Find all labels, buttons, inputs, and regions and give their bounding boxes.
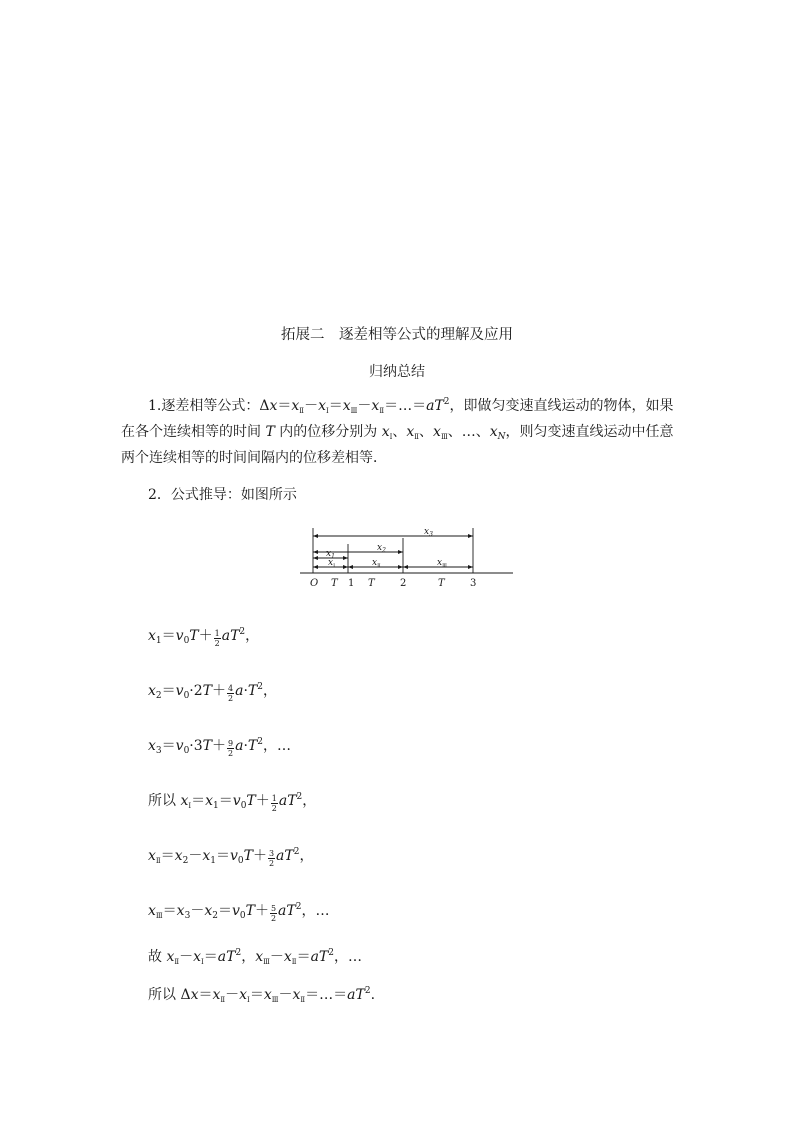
axis-label-T3: T bbox=[438, 578, 445, 589]
axis-label-T1: T bbox=[331, 578, 338, 589]
formula-label: 1.逐差相等公式： bbox=[148, 398, 260, 414]
axis-label-1: 1 bbox=[348, 578, 355, 589]
equation-x3: $x_3=v_0\cdot 3T+$ $\frac{9}{2}$ $a\cdot T^2$，… bbox=[148, 737, 291, 758]
equation-x1: $x_1=v_0T+$ $\frac{1}{2}$ $aT^2$， bbox=[148, 627, 260, 648]
label-xI: $x_Ⅰ$ bbox=[328, 558, 336, 569]
axis-label-O: O bbox=[310, 578, 319, 589]
equation-xII: $x_Ⅱ=x_2-x_1=v_0T+$ $\frac{3}{2}$ $aT^2$， bbox=[148, 847, 314, 868]
label-xII: $x_Ⅱ$ bbox=[372, 558, 381, 569]
equation-conclusion: 所以 $\Delta x=x_Ⅱ-x_Ⅰ=x_Ⅲ-x_Ⅱ=\dots=aT^2$. bbox=[148, 986, 376, 1004]
label-x1: $x_1$ bbox=[326, 549, 335, 560]
equation-xI: 所以 $x_Ⅰ=x_1=v_0T+$ $\frac{1}{2}$ $aT^2$， bbox=[148, 792, 317, 813]
displacement-diagram bbox=[300, 524, 520, 590]
label-x2: $x_2$ bbox=[377, 543, 386, 554]
section-subtitle: 归纳总结 bbox=[369, 364, 425, 380]
paragraph-formula-line2: 在各个连续相等的时间 T 内的位移分别为 $x_Ⅰ$、$x_Ⅱ$、$x_Ⅲ$、…、$x_N$，则匀变速直线运动中任意 bbox=[121, 424, 674, 442]
section-title: 拓展二 逐差相等公式的理解及应用 bbox=[281, 327, 513, 343]
paragraph-formula-line3: 两个连续相等的时间间隔内的位移差相等． bbox=[121, 450, 387, 466]
axis-label-2: 2 bbox=[400, 578, 407, 589]
equation-xIII: $x_Ⅲ=x_3-x_2=v_0T+$ $\frac{5}{2}$ $aT^2$，… bbox=[148, 902, 330, 923]
axis-label-3: 3 bbox=[470, 578, 477, 589]
label-x3: $x_3$ bbox=[424, 527, 433, 538]
paragraph-formula-line1 bbox=[148, 393, 674, 419]
label-xIII: $x_Ⅲ$ bbox=[437, 558, 447, 569]
axis-label-T2: T bbox=[368, 578, 375, 589]
equation-x2: $x_2=v_0\cdot 2T+$ $\frac{4}{2}$ $a\cdot T^2$， bbox=[148, 682, 277, 703]
paragraph-derivation-label: 2．公式推导：如图所示 bbox=[148, 487, 297, 503]
formula-inline: $\Delta x=x_Ⅱ-x_Ⅰ=x_Ⅲ-x_Ⅱ=\dots=aT^2$，即做匀变速直线运动的物体，如果 bbox=[259, 397, 674, 415]
equation-differences: 故 $x_Ⅱ-x_Ⅰ=aT^2$，$x_Ⅲ-x_Ⅱ=aT^2$，… bbox=[148, 948, 362, 966]
